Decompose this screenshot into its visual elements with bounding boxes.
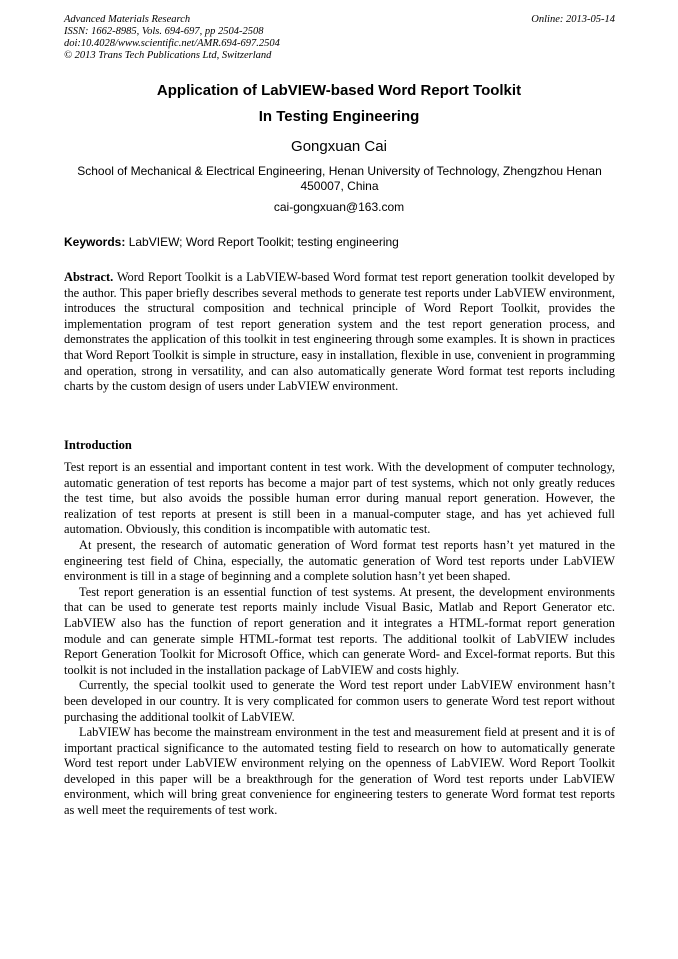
intro-paragraph: LabVIEW has become the mainstream environment in the test and measurement field at present and it is of important practical significance to the automated testing field to research on how to automatically generate Word test report under LabVIEW environment relying on the openness of LabVIEW. Word Report Toolkit developed in this paper will be a breakthrough for the generation of Word test reports under LabVIEW environment, which will bring great convenience for engineering testers to generate Word format test reports as well meet the requirements of test work. [64, 725, 615, 818]
keywords-text: LabVIEW; Word Report Toolkit; testing engineering [128, 235, 399, 249]
introduction-body [64, 460, 615, 819]
abstract-text: Word Report Toolkit is a LabVIEW-based Word format test report generation toolkit developed by the author. This paper briefly describes several methods to generate test reports under LabVIEW environment, introduces the structural composition and technical principle of Word Report Toolkit, provides the implementation program of test report generation system and the test report generation process, and demonstrates the application of this toolkit in test engineering through some examples. It is shown in practices that Word Report Toolkit is simple in structure, easy in installation, flexible in use, convenient in programming and operation, strong in versatility, and can also automatically generate Word format test reports including charts by the custom design of users under LabVIEW environment. [64, 270, 615, 394]
abstract-label: Abstract. [64, 270, 114, 284]
introduction-heading: Introduction [64, 438, 132, 452]
paper-title-line-1: Application of LabVIEW-based Word Report Toolkit [156, 82, 522, 99]
journal-doi[interactable]: doi:10.4028/www.scientific.net/AMR.694-697.2504 [64, 38, 280, 49]
keywords-label: Keywords: [64, 235, 126, 249]
author-affiliation: School of Mechanical & Electrical Engineering, Henan University of Technology, Zhengzhou Henan 450007, China [77, 164, 602, 193]
author-name: Gongxuan Cai [291, 138, 387, 155]
journal-issn: ISSN: 1662-8985, Vols. 694-697, pp 2504-2508 [64, 26, 264, 37]
paper-title-line-2: In Testing Engineering [258, 108, 420, 125]
keywords [64, 235, 615, 249]
intro-paragraph: Test report generation is an essential function of test systems. At present, the development environments that can be used to generate test reports mainly include Visual Basic, Matlab and Report Generator etc. LabVIEW also has the function of report generation and it integrates a HTML-format report generation module and can generate simple HTML-format test reports. The additional toolkit of LabVIEW includes Report Generation Toolkit for Microsoft Office, which can generate Word- and Excel-format reports. But this toolkit is not included in the installation package of LabVIEW and costs highly. [64, 584, 615, 677]
journal-copyright: © 2013 Trans Tech Publications Ltd, Switzerland [64, 50, 272, 61]
intro-paragraph: Test report is an essential and important content in test work. With the development of computer technology, automatic generation of test reports has become a major part of test systems, which not only greatly reduces the test time, but also avoids the possible human error during manual report generation. However, the realization of test reports at present is still been in a manual-computer stage, and has yet achieved full automation. Obviously, this condition is incompatible with automatic test. [64, 460, 615, 537]
journal-name: Advanced Materials Research [64, 14, 191, 25]
journal-header [64, 14, 615, 62]
abstract [64, 270, 615, 395]
intro-paragraph: Currently, the special toolkit used to generate the Word test report under LabVIEW environment hasn’t been developed in our country. It is very complicated for common users to generate Word test report without purchasing the additional toolkit of LabVIEW. [64, 678, 615, 724]
online-date: Online: 2013-05-14 [531, 14, 615, 25]
intro-paragraph: At present, the research of automatic generation of Word format test reports hasn’t yet matured in the engineering test field of China, especially, the automatic generation of Word test reports under LabVIEW environment is till in a stage of beginning and a complete solution hasn’t yet been shaped. [64, 537, 615, 584]
author-email[interactable]: cai-gongxuan@163.com [273, 200, 405, 214]
